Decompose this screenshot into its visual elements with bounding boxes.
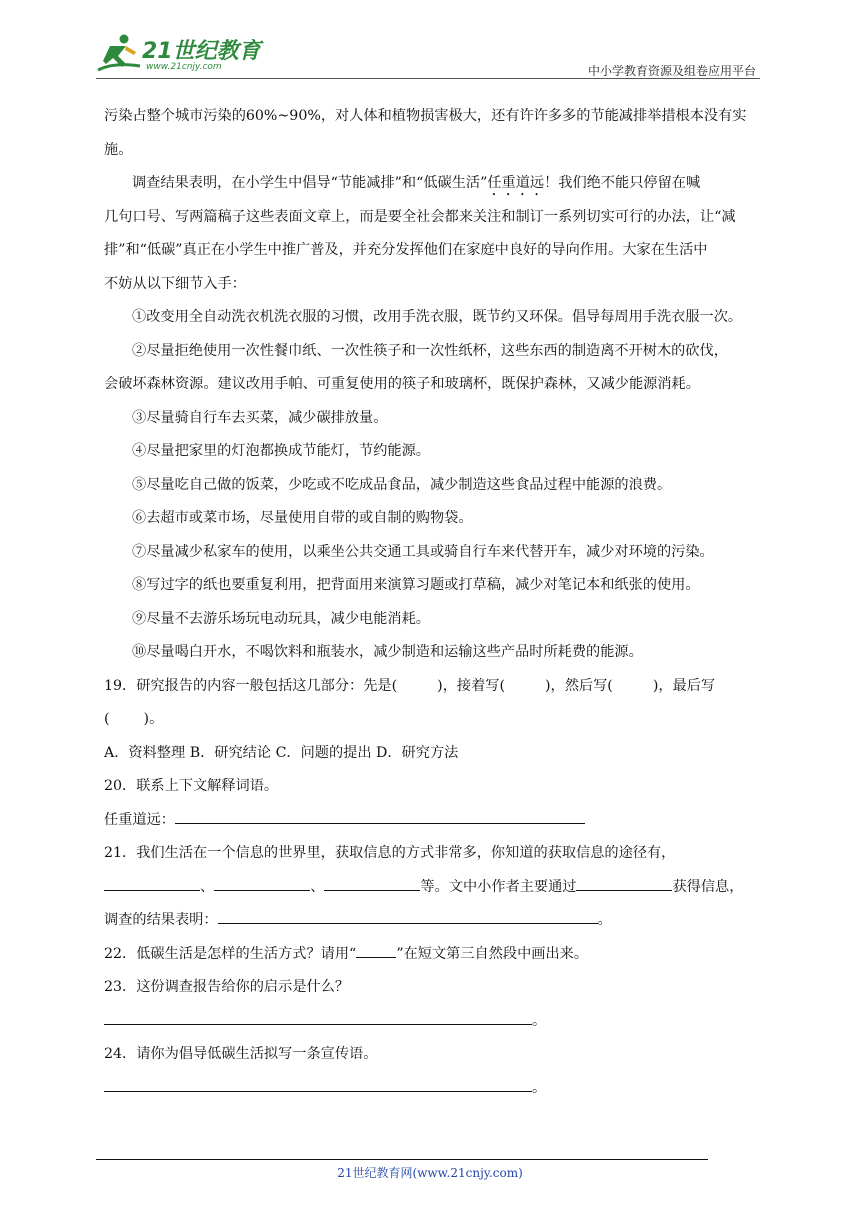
footer-divider xyxy=(96,1159,708,1160)
paragraph-line: 不妨从以下细节入手： xyxy=(104,275,246,292)
document-body xyxy=(104,100,764,1105)
text-span: 任重道远： xyxy=(104,811,175,828)
text-span: 调查的结果表明： xyxy=(104,912,218,928)
text-span: )。 xyxy=(143,711,164,727)
emphasized-term: 任重道远 xyxy=(487,175,545,191)
question-21-line3 xyxy=(104,904,764,938)
list-item: ⑥去超市或菜市场，尽量使用自带的或自制的购物袋。 xyxy=(132,510,473,526)
question-19 xyxy=(104,670,764,704)
answer-line[interactable] xyxy=(214,874,310,891)
answer-line[interactable] xyxy=(104,1008,532,1025)
logo-text: 21世纪教育 xyxy=(142,39,261,64)
text-span: )，接着写( xyxy=(437,677,505,694)
question-21-line2 xyxy=(104,871,764,905)
header-divider xyxy=(96,78,760,79)
logo-url: www.21cnjy.com xyxy=(146,62,222,72)
answer-blank-4[interactable] xyxy=(110,707,144,723)
paragraph-line: 污染占整个城市污染的60%~90%，对人体和植物损害极大，还有许许多多的节能减排举措根本没有实 xyxy=(104,108,747,124)
text-span: ( xyxy=(104,711,110,727)
question-23: 23．这份调查报告给你的启示是什么？ xyxy=(104,979,350,995)
paragraph-line: 施。 xyxy=(104,141,133,158)
text-span: 、 xyxy=(200,878,215,895)
question-24-answer xyxy=(104,1072,764,1106)
question-20-answer xyxy=(104,804,764,838)
list-item: ⑨尽量不去游乐场玩电动玩具，减少电能消耗。 xyxy=(132,610,430,627)
text-span: 等。文中小作者主要通过 xyxy=(420,878,577,895)
text-span: )，最后写 xyxy=(652,677,716,694)
question-19-continued xyxy=(104,703,764,737)
text-span: 。 xyxy=(597,912,612,928)
site-logo xyxy=(96,30,266,78)
platform-name: 中小学教育资源及组卷应用平台 xyxy=(587,64,756,78)
answer-line[interactable] xyxy=(175,807,585,824)
text-span: 19．研究报告的内容一般包括这几部分：先是( xyxy=(104,677,398,694)
text-span: 调查结果表明，在小学生中倡导“节能减排”和“低碳生活” xyxy=(132,175,488,191)
question-19-options: A．资料整理 B．研究结论 C．问题的提出 D．研究方法 xyxy=(104,744,459,761)
text-span: 22．低碳生活是怎样的生活方式？请用“ xyxy=(104,945,357,962)
list-item-continued: 会破坏森林资源。建议改用手帕、可重复使用的筷子和玻璃杯，既保护森林，又减少能源消耗。 xyxy=(104,376,700,392)
answer-blank-1[interactable] xyxy=(397,674,437,690)
answer-line[interactable] xyxy=(104,874,200,891)
answer-line[interactable] xyxy=(324,874,420,891)
list-item: ③尽量骑自行车去买菜，减少碳排放量。 xyxy=(132,409,388,426)
text-span: 。 xyxy=(532,1012,547,1029)
paragraph-line: 排”和“低碳”真正在小学生中推广普及，并充分发挥他们在家庭中良好的导向作用。大家在生活中 xyxy=(104,242,708,258)
text-span: ！我们绝不能只停留在喊 xyxy=(544,175,701,191)
question-22 xyxy=(104,938,764,972)
text-span: )，然后写( xyxy=(544,677,613,694)
question-21: 21．我们生活在一个信息的世界里，获取信息的方式非常多，你知道的获取信息的途径有， xyxy=(104,845,676,861)
list-item: ⑩尽量喝白开水，不喝饮料和瓶装水，减少制造和运输这些产品时所耗费的能源。 xyxy=(132,644,643,660)
list-item: ②尽量拒绝使用一次性餐巾纸、一次性筷子和一次性纸杯，这些东西的制造离不开树木的砍伐， xyxy=(132,342,728,359)
question-23-answer xyxy=(104,1005,764,1039)
answer-line[interactable] xyxy=(576,874,672,891)
underline-sample xyxy=(356,942,396,957)
paragraph-line xyxy=(104,167,764,201)
list-item: ⑤尽量吃自己做的饭菜，少吃或不吃成品食品，减少制造这些食品过程中能源的浪费。 xyxy=(132,476,672,493)
answer-line[interactable] xyxy=(218,907,598,924)
list-item: ①改变用全自动洗衣机洗衣服的习惯，改用手洗衣服，既节约又环保。倡导每周用手洗衣服一次。 xyxy=(132,309,743,325)
list-item: ⑧写过字的纸也要重复利用，把背面用来演算习题或打草稿，减少对笔记本和纸张的使用。 xyxy=(132,577,700,593)
question-24: 24．请你为倡导低碳生活拟写一条宣传语。 xyxy=(104,1046,378,1062)
text-span: ”在短文第三自然段中画出来。 xyxy=(396,945,589,962)
text-span: 、 xyxy=(310,878,325,895)
paragraph-line: 几句口号、写两篇稿子这些表面文章上，而是要全社会都来关注和制订一系列切实可行的办法，让“减 xyxy=(104,208,736,225)
text-span: 。 xyxy=(532,1079,547,1096)
list-item: ④尽量把家里的灯泡都换成节能灯，节约能源。 xyxy=(132,443,430,459)
answer-blank-2[interactable] xyxy=(505,674,545,690)
runner-logo-icon xyxy=(96,32,142,76)
page-header xyxy=(0,0,860,80)
text-span: 获得信息， xyxy=(672,878,744,895)
page-footer: 21世纪教育网(www.21cnjy.com) xyxy=(337,1166,523,1180)
answer-blank-3[interactable] xyxy=(613,674,653,690)
list-item: ⑦尽量减少私家车的使用，以乘坐公共交通工具或骑自行车来代替开车，减少对环境的污染。 xyxy=(132,543,714,560)
answer-line[interactable] xyxy=(104,1075,532,1092)
question-20: 20．联系上下文解释词语。 xyxy=(104,778,279,794)
